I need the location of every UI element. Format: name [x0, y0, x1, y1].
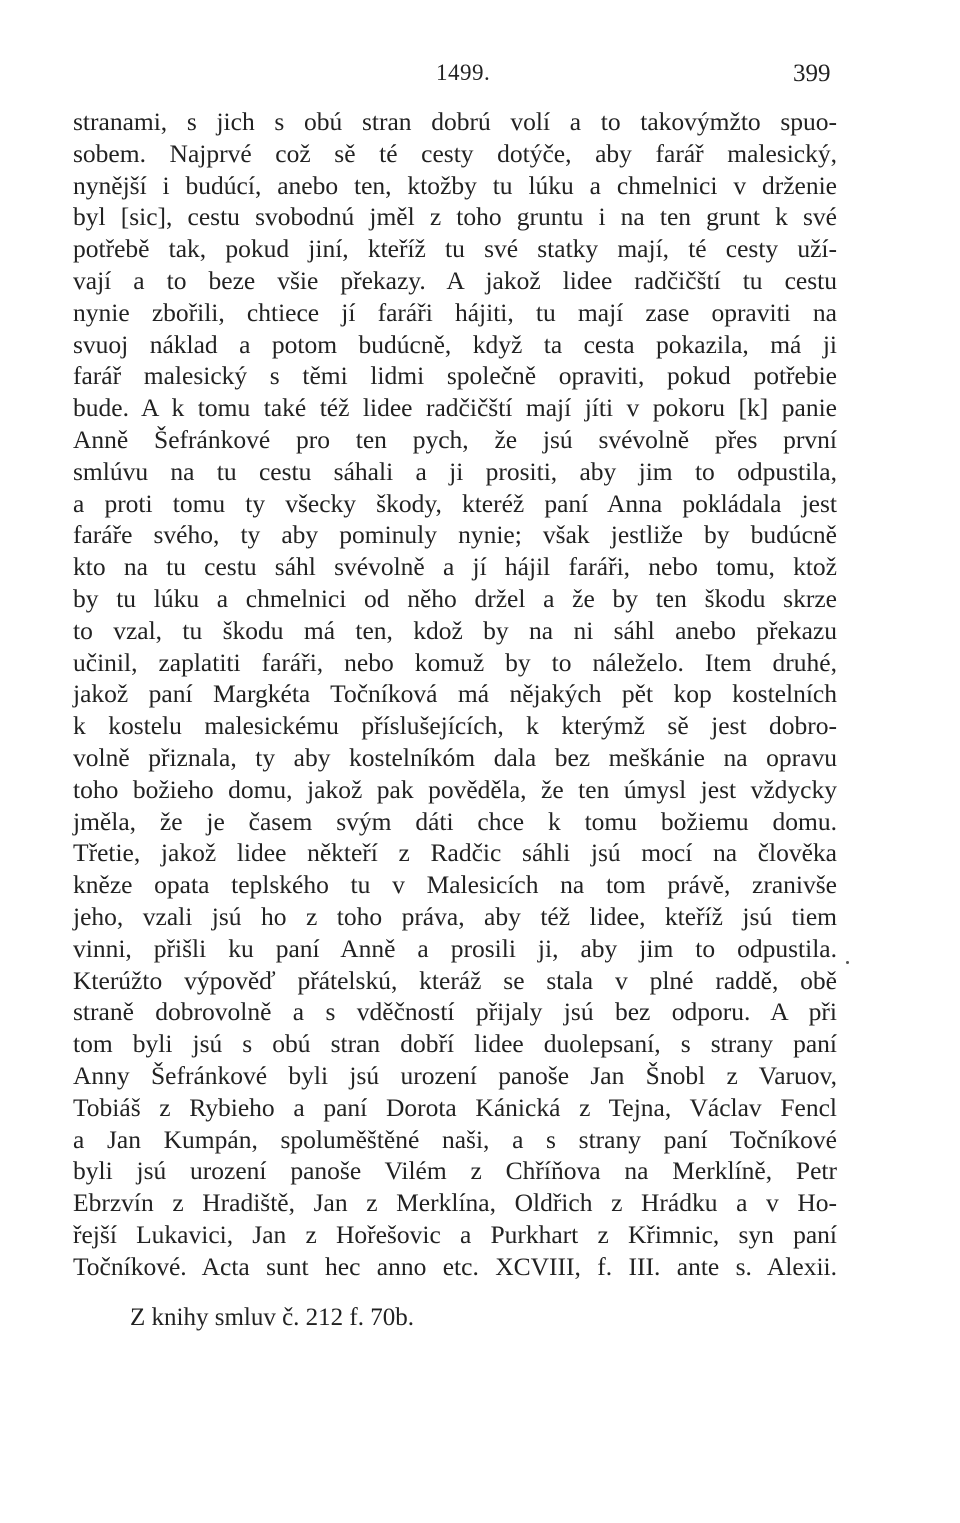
text-line: Třetie, jakož lidee někteří z Radčic sáhli jsú mocí na člověka	[73, 838, 837, 868]
text-line: svuoj náklad a potom budúcně, když ta cesta pokazila, má ji	[73, 329, 837, 359]
text-line: nynější i budúcí, anebo ten, ktožby tu lúku a chmelnici v drženie	[73, 170, 837, 200]
text-line: byl [sic], cestu svobodnú jměl z toho gruntu i na ten grunt k své	[73, 202, 837, 232]
text-line: to vzal, tu škodu má ten, kdož by na ni sáhl anebo překazu	[73, 615, 837, 645]
text-line: sobem. Najprvé což sě té cesty dotýče, aby farář malesický,	[73, 138, 837, 168]
text-line: farář malesický s těmi lidmi společně opraviti, pokud potřebie	[73, 361, 837, 391]
text-line: jměla, že je časem svým dáti chce k tomu božiemu domu.	[73, 806, 837, 836]
text-line: straně dobrovolně a s vděčností přijaly jsú bez odporu. A při	[73, 997, 837, 1027]
text-line: učinil, zaplatiti faráři, nebo komuž by to náleželo. Item druhé,	[73, 647, 837, 677]
text-line: nynie zbořili, chtiece jí faráři hájiti, tu mají zase opraviti na	[73, 297, 837, 327]
text-line: kto na tu cestu sáhl svévolně a jí hájil faráři, nebo tomu, ktož	[73, 552, 837, 582]
document-body	[73, 106, 837, 1282]
text-line: Ebrzvín z Hradiště, Jan z Merklína, Oldřich z Hrádku a v Ho-	[73, 1188, 837, 1218]
text-line: stranami, s jich s obú stran dobrú volí a to takovýmžto spuo-	[73, 107, 837, 136]
text-line: tom byli jsú s obú stran dobří lidee duolepsaní, s strany paní	[73, 1029, 837, 1059]
header-year: 1499.	[436, 60, 491, 85]
text-line: vají a to beze všie překazy. A jakož lidee radčičští tu cestu	[73, 265, 837, 295]
page-header	[0, 60, 960, 92]
text-line: jakož paní Margkéta Točníková má nějakých pět kop kostelních	[73, 679, 837, 709]
text-line: Kterúžto výpověď přátelskú, kteráž se stala v plné raddě, obě	[73, 965, 837, 995]
text-line: k kostelu malesickému příslušejících, k kterýmž sě jest dobro-	[73, 711, 837, 741]
text-line: Točníkové. Acta sunt hec anno etc. XCVIII, f. III. ante s. Alexii.	[73, 1251, 837, 1281]
text-line: toho božieho domu, jakož pak pověděla, že ten úmysl jest vždycky	[73, 774, 837, 804]
text-line: by tu lúku a chmelnici od něho držel a že by ten škodu skrze	[73, 583, 837, 613]
text-line: vinni, přišli ku paní Anně a prosili ji, aby jim to odpustila.	[73, 933, 837, 963]
page-number: 399	[793, 60, 831, 87]
text-line: bude. A k tomu také též lidee radčičští mají jíti v pokoru [k] panie	[73, 393, 837, 423]
margin-speck	[846, 961, 849, 964]
text-line: faráře svého, ty aby pominuly nynie; však jestliže by budúcně	[73, 520, 837, 550]
text-line: smlúvu na tu cestu sáhali a ji prositi, aby jim to odpustila,	[73, 456, 837, 486]
text-line: řejší Lukavici, Jan z Hořešovic a Purkhart z Křimnic, syn paní	[73, 1219, 837, 1249]
text-line: Tobiáš z Rybieho a paní Dorota Kánická z Tejna, Václav Fencl	[73, 1092, 837, 1122]
text-line: potřebě tak, pokud jiní, kteříž tu své statky mají, té cesty uží-	[73, 234, 837, 264]
text-line: Anně Šefránkové pro ten pych, že jsú svévolně přes první	[73, 424, 837, 454]
text-line: kněze opata teplského tu v Malesicích na tom právě, zranivše	[73, 870, 837, 900]
text-line: jeho, vzali jsú ho z toho práva, aby též lidee, kteříž jsú tiem	[73, 901, 837, 931]
source-note: Z knihy smluv č. 212 f. 70b.	[130, 1304, 415, 1331]
text-line: Anny Šefránkové byli jsú urození panoše Jan Šnobl z Varuov,	[73, 1060, 837, 1090]
text-line: a Jan Kumpán, spoluměštěné naši, a s strany paní Točníkové	[73, 1124, 837, 1154]
text-line: a proti tomu ty všecky škody, kteréž paní Anna pokládala jest	[73, 488, 837, 518]
text-line: byli jsú urození panoše Vilém z Chříňova na Merklíně, Petr	[73, 1156, 837, 1186]
text-line: volně přiznala, ty aby kostelníkóm dala bez meškánie na opravu	[73, 742, 837, 772]
